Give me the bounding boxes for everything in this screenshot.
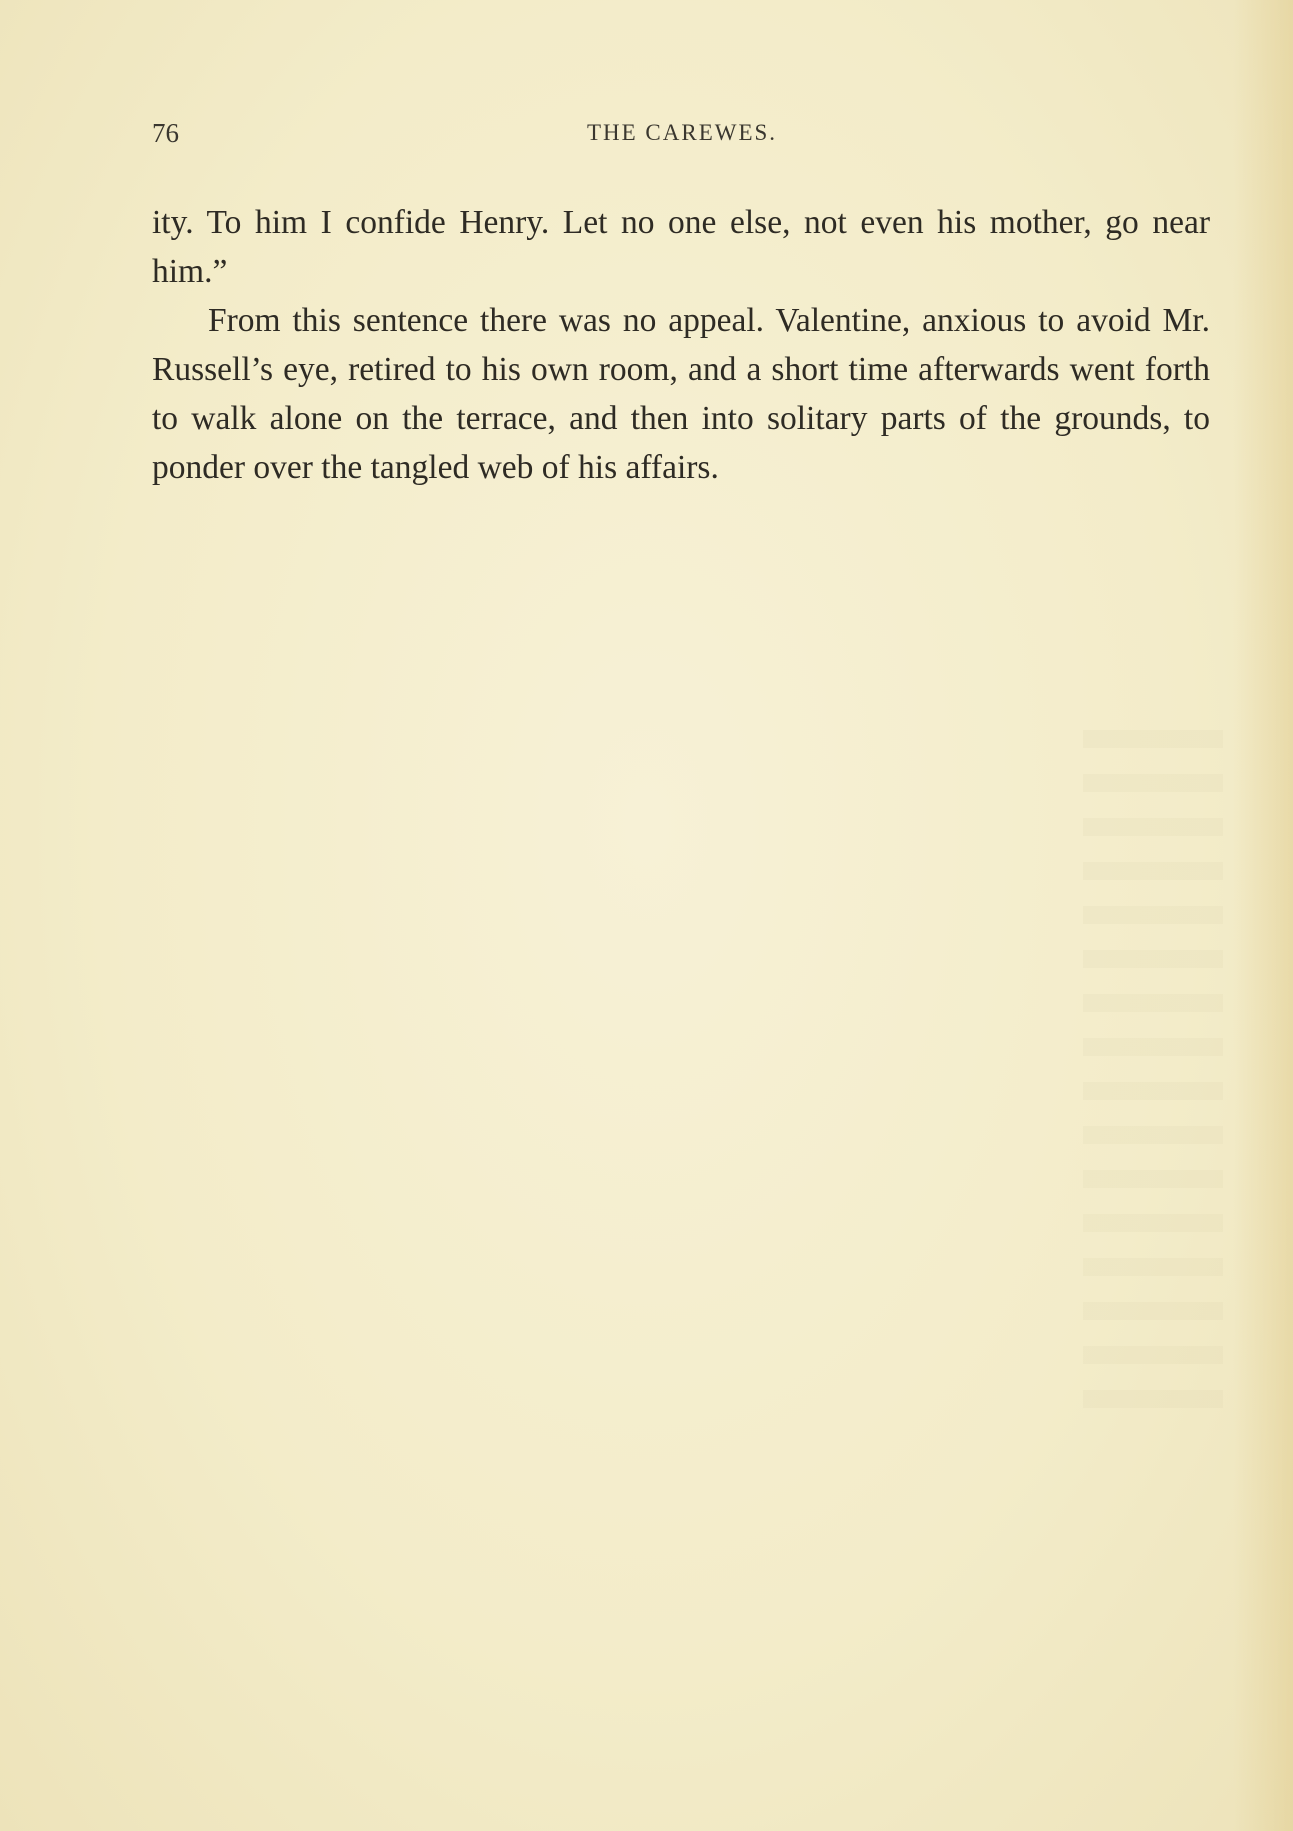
running-title: THE CAREWES. — [586, 120, 778, 145]
page-number: 76 — [152, 118, 179, 148]
page-header — [152, 118, 1212, 158]
paragraph-continuation: ity. To him I confide Henry. Let no one else, not even his mother, go near him.” — [152, 204, 1210, 290]
page-edge-shadow — [1233, 0, 1293, 1831]
bleed-through-texture — [1083, 730, 1223, 1430]
paragraph: From this sentence there was no appeal. Valentine, anxious to avoid Mr. Russell’s eye, retired to his own room, and a short time afterwards went forth to walk alone on the terrace, and then into solitary parts of the grounds, to ponder over the tangled web of his affairs. — [152, 302, 1210, 486]
body-text — [152, 198, 1210, 492]
